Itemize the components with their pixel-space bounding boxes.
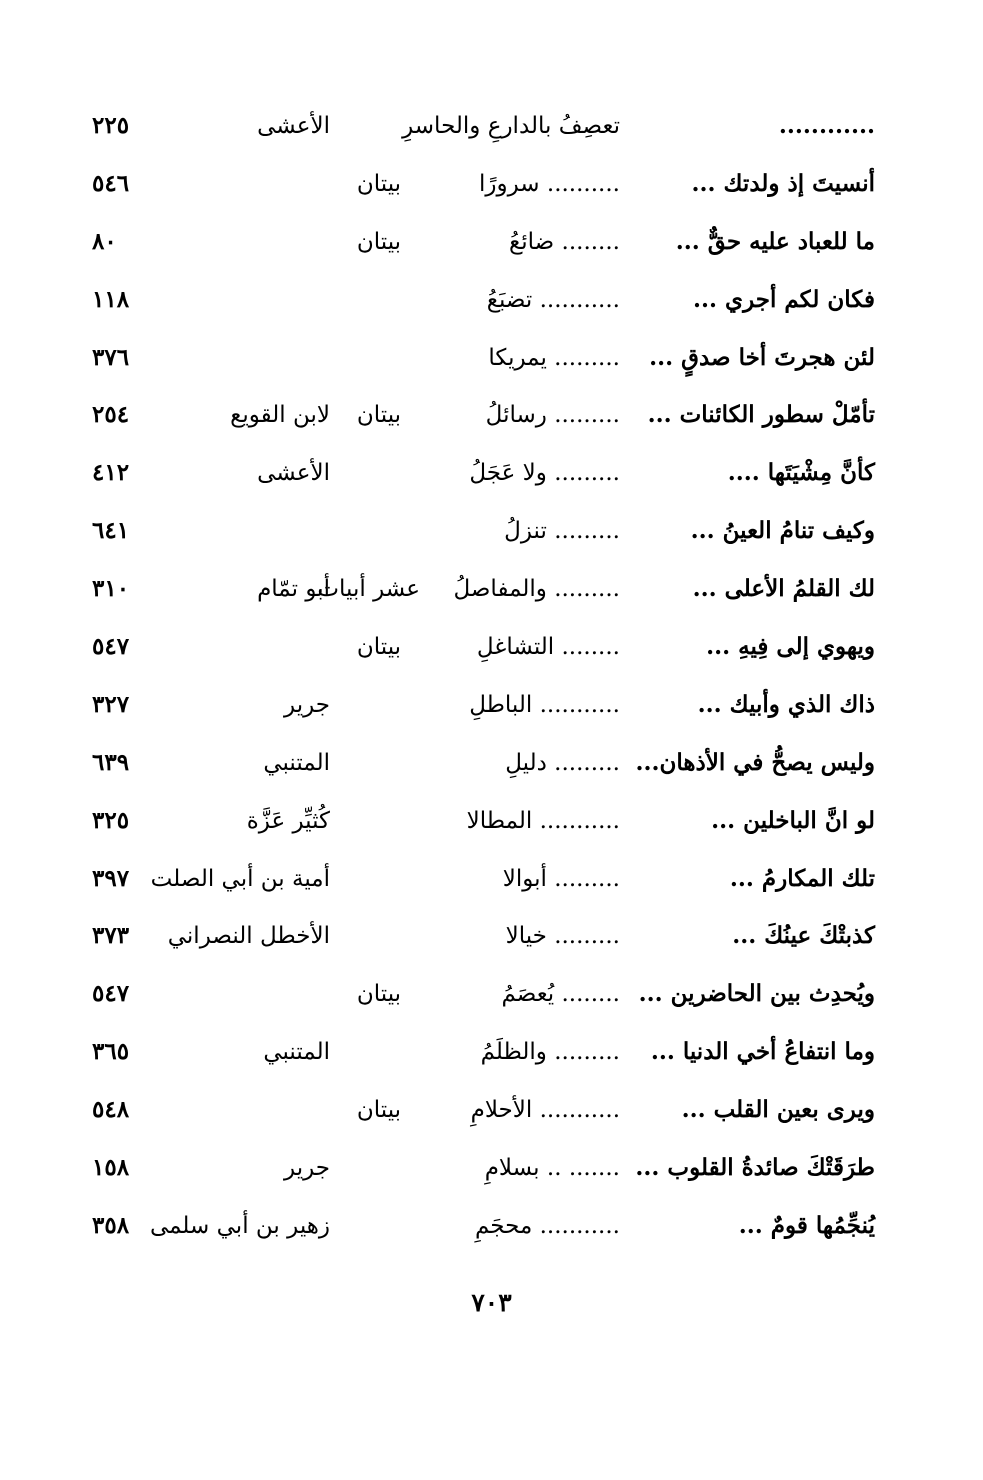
verse-count: بيتان <box>356 1097 402 1124</box>
verse-opening: كأنَّ مِشْيَتَها .... <box>727 459 875 487</box>
poet-name: الأخطل النصراني <box>167 923 330 950</box>
verse-opening: أنسيتَ إذ ولدتك ... <box>691 169 875 197</box>
table-row <box>0 619 983 677</box>
verse-opening: ويُحدِث بين الحاضرين ... <box>638 980 875 1008</box>
rhyme-word: ......... تنزلُ <box>504 518 620 545</box>
page-number: ٧٠٣ <box>471 1288 512 1317</box>
page-reference-text: ٣٩٧ <box>92 864 130 892</box>
verse-opening: وكيف تنامُ العينُ ... <box>690 517 875 545</box>
poet-name: كُثيِّر عَزَّة <box>246 807 330 834</box>
verse-opening: كذبتْكَ عينُكَ ... <box>732 922 875 950</box>
rhyme-word: ........... الباطلِ <box>469 691 620 718</box>
page-reference-text: ٦٤١ <box>92 517 130 545</box>
page-reference-text: ٥٤٧ <box>92 633 130 661</box>
verse-count: بيتان <box>356 981 402 1008</box>
page-reference-text: ٦٣٩ <box>92 748 130 776</box>
table-row <box>0 272 983 330</box>
page-reference-text: ٣٦٥ <box>92 1038 130 1066</box>
page-reference-text: ٥٤٨ <box>92 1096 130 1124</box>
rhyme-word: ........... المطالا <box>466 807 620 834</box>
page-reference <box>92 455 170 491</box>
poet-name: لابن القويع <box>230 402 330 429</box>
page-reference <box>92 1034 170 1070</box>
rhyme-word: ........ التشاغلِ <box>476 634 620 661</box>
rhyme-word: .......... سرورًا <box>479 170 620 197</box>
verse-opening: ويهوي إلى فِيهِ ... <box>706 633 875 661</box>
page-reference <box>92 108 170 144</box>
page-reference-text: ٢٥٤ <box>92 401 130 429</box>
table-row <box>0 214 983 272</box>
page-reference <box>92 166 170 202</box>
rhyme-word: ........... محجَمِ <box>474 1212 620 1239</box>
page-reference-text: ٣٢٥ <box>92 806 130 834</box>
verse-opening: تلك المكارمُ ... <box>729 864 875 892</box>
table-row <box>0 387 983 445</box>
page-reference-text: ٥٤٧ <box>92 980 130 1008</box>
poet-name: أمية بن أبي الصلت <box>150 865 330 892</box>
table-row <box>0 330 983 388</box>
table-row <box>0 445 983 503</box>
page-reference <box>92 224 170 260</box>
page-reference-text: ٣٥٨ <box>92 1211 130 1239</box>
verse-opening: لئن هجرتَ أخا صدقٍ ... <box>649 343 875 371</box>
page-reference <box>92 1092 170 1128</box>
poet-name: جرير <box>284 691 330 718</box>
rhyme-word: ......... رسائلُ <box>485 402 620 429</box>
rhyme-word: ......... خيالا <box>505 923 620 950</box>
table-row <box>0 908 983 966</box>
verse-opening: وليس يصحُّ في الأذهان... <box>635 748 875 776</box>
table-row <box>0 966 983 1024</box>
rhyme-word: ........... تضبَعُ <box>486 286 620 313</box>
verse-opening: ............ <box>778 112 875 139</box>
page-reference <box>92 629 170 665</box>
verse-count: بيتان <box>356 170 402 197</box>
rhyme-word: ......... والظلَمُ <box>480 1039 620 1066</box>
table-row <box>0 1198 983 1256</box>
poet-name: المتنبي <box>263 1039 330 1066</box>
verse-count: بيتان <box>356 634 402 661</box>
page-reference-text: ٣٧٣ <box>92 922 130 950</box>
page-reference <box>92 745 170 781</box>
page-reference-text: ١٥٨ <box>92 1154 130 1182</box>
poet-name: أبو تمّام <box>257 576 330 603</box>
page-reference <box>92 397 170 433</box>
table-row <box>0 156 983 214</box>
table-row <box>0 503 983 561</box>
table-row <box>0 561 983 619</box>
verse-opening: ويرى بعين القلب ... <box>681 1096 875 1124</box>
page-reference <box>92 571 170 607</box>
page-reference <box>92 803 170 839</box>
verse-index-table <box>0 98 983 1256</box>
page-reference <box>92 282 170 318</box>
poet-name: الأعشى <box>257 460 330 487</box>
page-reference-text: ٣٢٧ <box>92 690 130 718</box>
verse-opening: فكان لكم أجري ... <box>693 285 875 313</box>
rhyme-word: ......... والمفاصلُ <box>453 576 620 603</box>
page-reference-text: ٣٧٦ <box>92 343 130 371</box>
page-reference-text: ٥٤٦ <box>92 169 130 197</box>
rhyme-word: ........ يُعصَمُ <box>501 981 620 1008</box>
page-reference-text: ٢٢٥ <box>92 112 130 139</box>
page-reference-text: ٤١٢ <box>92 459 130 487</box>
page-reference <box>92 1150 170 1186</box>
page-reference <box>92 1208 170 1244</box>
verse-count: بيتان <box>356 402 402 429</box>
verse-opening: تأمّلْ سطور الكائنات ... <box>647 401 875 429</box>
verse-opening: ذاك الذي وأبيك ... <box>697 690 875 718</box>
rhyme-word: ......... أبوالا <box>502 865 620 892</box>
poet-name: زهير بن أبي سلمى <box>149 1212 330 1239</box>
page-reference <box>92 918 170 954</box>
rhyme-word: ........ ضائعُ <box>509 228 620 255</box>
page-reference <box>92 861 170 897</box>
page-reference-text: ٨٠ <box>92 227 117 255</box>
rhyme-word: تعصِفُ بالدارعِ والحاسرِ <box>402 113 620 139</box>
verse-opening: طرَقَتْكَ صائدةُ القلوب ... <box>635 1154 875 1182</box>
page-reference <box>92 513 170 549</box>
poet-name: المتنبي <box>263 749 330 776</box>
verse-opening: ما للعباد عليه حقٌّ ... <box>675 227 875 255</box>
table-row <box>0 1024 983 1082</box>
rhyme-word: ....... .. بسلامِ <box>484 1155 620 1182</box>
table-row <box>0 1140 983 1198</box>
poet-name: جرير <box>284 1155 330 1182</box>
verse-opening: وما انتفاعُ أخي الدنيا ... <box>650 1038 875 1066</box>
table-row <box>0 98 983 156</box>
table-row <box>0 1082 983 1140</box>
page-reference-text: ٣١٠ <box>92 575 130 603</box>
page-reference <box>92 976 170 1012</box>
poet-name: الأعشى <box>257 113 330 139</box>
page-reference <box>92 340 170 376</box>
table-row <box>0 735 983 793</box>
rhyme-word: ........... الأحلامِ <box>470 1097 620 1124</box>
page-reference <box>92 687 170 723</box>
verse-count: بيتان <box>356 228 402 255</box>
verse-count: عشر أبيات <box>317 576 420 603</box>
table-row <box>0 677 983 735</box>
verse-opening: لك القلمُ الأعلى ... <box>692 575 875 603</box>
table-row <box>0 851 983 909</box>
page-reference-text: ١١٨ <box>92 285 130 313</box>
verse-opening: لو انَّ الباخلين ... <box>711 806 875 834</box>
verse-opening: يُنجِّمُها قومٌ ... <box>738 1211 875 1239</box>
rhyme-word: ......... دليلِ <box>505 749 620 776</box>
rhyme-word: ......... ولا عَجَلُ <box>469 460 620 487</box>
rhyme-word: ......... يمريكا <box>488 344 620 371</box>
table-row <box>0 793 983 851</box>
